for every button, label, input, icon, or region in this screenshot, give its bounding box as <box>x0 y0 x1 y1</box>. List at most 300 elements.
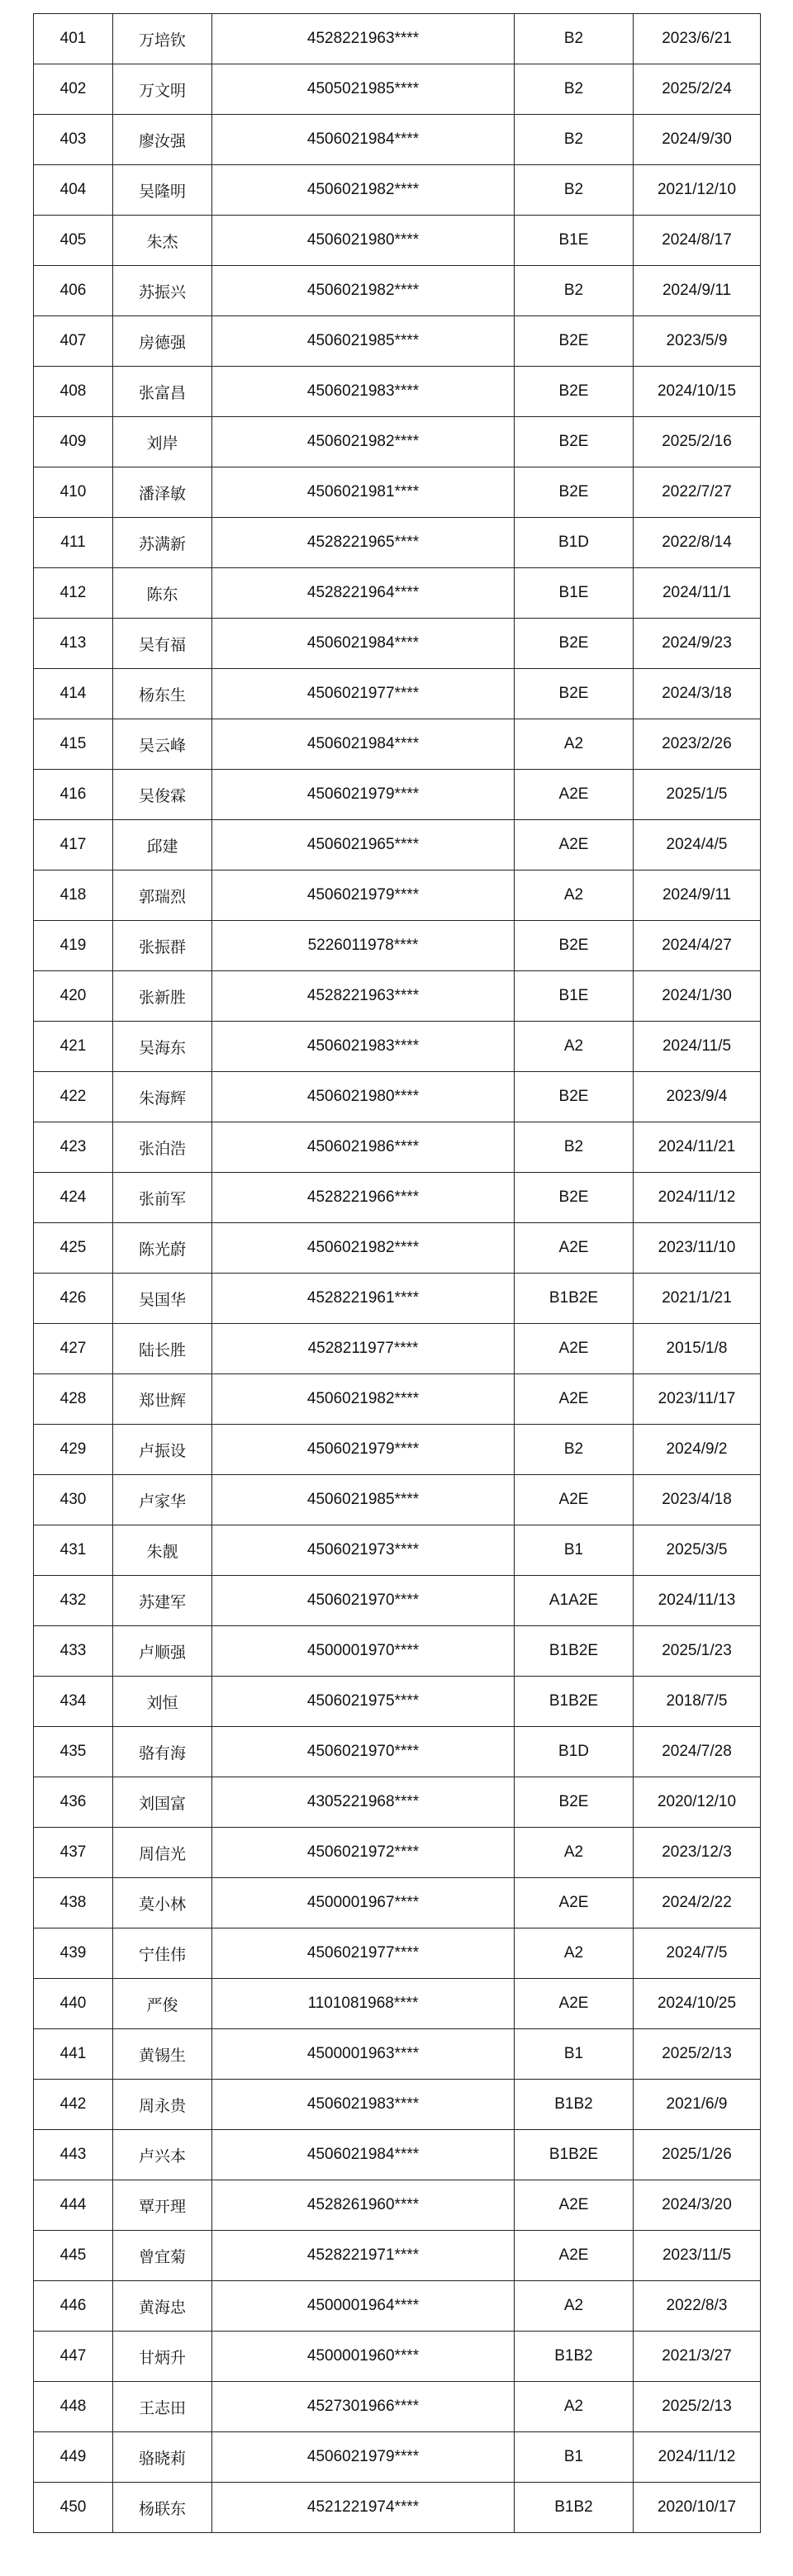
row-number-cell: 414 <box>34 669 113 719</box>
name-cell: 朱海辉 <box>113 1072 212 1122</box>
name-cell: 吴海东 <box>113 1022 212 1072</box>
id-number-cell: 4506021984**** <box>212 2130 515 2180</box>
id-number-cell: 4506021982**** <box>212 417 515 467</box>
date-cell: 2024/2/22 <box>634 1878 761 1928</box>
date-cell: 2024/11/5 <box>634 1022 761 1072</box>
date-cell: 2022/7/27 <box>634 467 761 518</box>
date-cell: 2024/7/28 <box>634 1727 761 1777</box>
date-cell: 2024/9/2 <box>634 1425 761 1475</box>
license-class-cell: B1B2 <box>515 2483 634 2533</box>
table-row <box>34 1626 761 1677</box>
license-class-cell: A2E <box>515 820 634 871</box>
table-row <box>34 1173 761 1223</box>
license-class-cell: B2E <box>515 316 634 367</box>
row-number-cell: 438 <box>34 1878 113 1928</box>
date-cell: 2023/12/3 <box>634 1828 761 1878</box>
name-cell: 陆长胜 <box>113 1324 212 1374</box>
license-class-cell: A2 <box>515 1828 634 1878</box>
id-number-cell: 4506021985**** <box>212 1475 515 1525</box>
license-class-cell: A2E <box>515 2231 634 2281</box>
license-class-cell: B2E <box>515 417 634 467</box>
row-number-cell: 444 <box>34 2180 113 2231</box>
name-cell: 卢振设 <box>113 1425 212 1475</box>
license-class-cell: B2E <box>515 367 634 417</box>
name-cell: 苏建军 <box>113 1576 212 1626</box>
records-table <box>33 13 761 2533</box>
license-class-cell: A2E <box>515 1223 634 1274</box>
date-cell: 2021/12/10 <box>634 165 761 216</box>
row-number-cell: 425 <box>34 1223 113 1274</box>
date-cell: 2023/11/17 <box>634 1374 761 1425</box>
name-cell: 周信光 <box>113 1828 212 1878</box>
id-number-cell: 4528221963**** <box>212 14 515 64</box>
table-row <box>34 2029 761 2080</box>
name-cell: 陈东 <box>113 568 212 619</box>
row-number-cell: 420 <box>34 971 113 1022</box>
row-number-cell: 422 <box>34 1072 113 1122</box>
license-class-cell: A2E <box>515 1475 634 1525</box>
id-number-cell: 4506021983**** <box>212 1022 515 1072</box>
license-class-cell: B1 <box>515 1525 634 1576</box>
row-number-cell: 447 <box>34 2332 113 2382</box>
date-cell: 2018/7/5 <box>634 1677 761 1727</box>
name-cell: 甘炳升 <box>113 2332 212 2382</box>
date-cell: 2024/9/30 <box>634 115 761 165</box>
table-row <box>34 64 761 115</box>
table-row <box>34 1122 761 1173</box>
id-number-cell: 4506021979**** <box>212 1425 515 1475</box>
id-number-cell: 4506021985**** <box>212 316 515 367</box>
name-cell: 骆晓莉 <box>113 2432 212 2483</box>
id-number-cell: 4506021980**** <box>212 1072 515 1122</box>
table-row <box>34 1475 761 1525</box>
row-number-cell: 445 <box>34 2231 113 2281</box>
license-class-cell: B2 <box>515 1425 634 1475</box>
date-cell: 2025/1/5 <box>634 770 761 820</box>
name-cell: 张泊浩 <box>113 1122 212 1173</box>
name-cell: 陈光蔚 <box>113 1223 212 1274</box>
row-number-cell: 408 <box>34 367 113 417</box>
license-class-cell: A2 <box>515 2281 634 2332</box>
table-row <box>34 2130 761 2180</box>
row-number-cell: 416 <box>34 770 113 820</box>
id-number-cell: 4528221963**** <box>212 971 515 1022</box>
name-cell: 黄海忠 <box>113 2281 212 2332</box>
table-row <box>34 820 761 871</box>
date-cell: 2024/3/18 <box>634 669 761 719</box>
id-number-cell: 4506021979**** <box>212 2432 515 2483</box>
name-cell: 吴有福 <box>113 619 212 669</box>
row-number-cell: 449 <box>34 2432 113 2483</box>
table-row <box>34 1425 761 1475</box>
row-number-cell: 434 <box>34 1677 113 1727</box>
license-class-cell: B1E <box>515 216 634 266</box>
name-cell: 潘泽敏 <box>113 467 212 518</box>
date-cell: 2024/11/13 <box>634 1576 761 1626</box>
name-cell: 卢顺强 <box>113 1626 212 1677</box>
license-class-cell: B1E <box>515 568 634 619</box>
table-row <box>34 1022 761 1072</box>
date-cell: 2023/4/18 <box>634 1475 761 1525</box>
date-cell: 2021/1/21 <box>634 1274 761 1324</box>
license-class-cell: B2 <box>515 165 634 216</box>
date-cell: 2023/5/9 <box>634 316 761 367</box>
id-number-cell: 4528221966**** <box>212 1173 515 1223</box>
table-row <box>34 971 761 1022</box>
date-cell: 2024/11/1 <box>634 568 761 619</box>
table-row <box>34 1324 761 1374</box>
date-cell: 2025/3/5 <box>634 1525 761 1576</box>
name-cell: 卢家华 <box>113 1475 212 1525</box>
date-cell: 2025/1/23 <box>634 1626 761 1677</box>
date-cell: 2023/9/4 <box>634 1072 761 1122</box>
row-number-cell: 428 <box>34 1374 113 1425</box>
table-row <box>34 669 761 719</box>
date-cell: 2024/10/25 <box>634 1979 761 2029</box>
id-number-cell: 4506021984**** <box>212 619 515 669</box>
table-row <box>34 1928 761 1979</box>
id-number-cell: 4506021977**** <box>212 669 515 719</box>
row-number-cell: 413 <box>34 619 113 669</box>
table-row <box>34 2180 761 2231</box>
license-class-cell: A2 <box>515 2382 634 2432</box>
row-number-cell: 402 <box>34 64 113 115</box>
id-number-cell: 4528221965**** <box>212 518 515 568</box>
table-row <box>34 619 761 669</box>
name-cell: 王志田 <box>113 2382 212 2432</box>
id-number-cell: 4506021983**** <box>212 2080 515 2130</box>
row-number-cell: 430 <box>34 1475 113 1525</box>
table-row <box>34 2432 761 2483</box>
name-cell: 张前军 <box>113 1173 212 1223</box>
date-cell: 2025/2/16 <box>634 417 761 467</box>
license-class-cell: A2E <box>515 1374 634 1425</box>
license-class-cell: B1 <box>515 2029 634 2080</box>
row-number-cell: 431 <box>34 1525 113 1576</box>
table-row <box>34 2281 761 2332</box>
id-number-cell: 4506021979**** <box>212 871 515 921</box>
name-cell: 吴俊霖 <box>113 770 212 820</box>
table-row <box>34 14 761 64</box>
date-cell: 2024/8/17 <box>634 216 761 266</box>
id-number-cell: 4500001964**** <box>212 2281 515 2332</box>
table-row <box>34 1878 761 1928</box>
id-number-cell: 4506021986**** <box>212 1122 515 1173</box>
row-number-cell: 433 <box>34 1626 113 1677</box>
table-row <box>34 165 761 216</box>
license-class-cell: B2 <box>515 1122 634 1173</box>
license-class-cell: A2E <box>515 2180 634 2231</box>
id-number-cell: 4506021979**** <box>212 770 515 820</box>
table-row <box>34 1072 761 1122</box>
table-row <box>34 115 761 165</box>
date-cell: 2025/2/13 <box>634 2029 761 2080</box>
id-number-cell: 4506021977**** <box>212 1928 515 1979</box>
table-row <box>34 316 761 367</box>
date-cell: 2020/10/17 <box>634 2483 761 2533</box>
date-cell: 2024/9/11 <box>634 266 761 316</box>
table-body <box>34 14 761 2533</box>
table-row <box>34 568 761 619</box>
date-cell: 2022/8/14 <box>634 518 761 568</box>
table-row <box>34 216 761 266</box>
id-number-cell: 4527301966**** <box>212 2382 515 2432</box>
row-number-cell: 436 <box>34 1777 113 1828</box>
name-cell: 吴云峰 <box>113 719 212 770</box>
name-cell: 朱靓 <box>113 1525 212 1576</box>
license-class-cell: B2E <box>515 1173 634 1223</box>
license-class-cell: B2E <box>515 921 634 971</box>
date-cell: 2024/9/11 <box>634 871 761 921</box>
table-row <box>34 2483 761 2533</box>
id-number-cell: 4528261960**** <box>212 2180 515 2231</box>
license-class-cell: A2E <box>515 1324 634 1374</box>
id-number-cell: 1101081968**** <box>212 1979 515 2029</box>
table-row <box>34 871 761 921</box>
name-cell: 吴隆明 <box>113 165 212 216</box>
id-number-cell: 4506021984**** <box>212 719 515 770</box>
name-cell: 朱杰 <box>113 216 212 266</box>
table-row <box>34 1274 761 1324</box>
id-number-cell: 4506021970**** <box>212 1576 515 1626</box>
id-number-cell: 4506021984**** <box>212 115 515 165</box>
table-row <box>34 921 761 971</box>
id-number-cell: 4506021975**** <box>212 1677 515 1727</box>
row-number-cell: 415 <box>34 719 113 770</box>
row-number-cell: 401 <box>34 14 113 64</box>
row-number-cell: 435 <box>34 1727 113 1777</box>
table-row <box>34 266 761 316</box>
row-number-cell: 424 <box>34 1173 113 1223</box>
license-class-cell: A2 <box>515 871 634 921</box>
license-class-cell: B1B2E <box>515 2130 634 2180</box>
table-row <box>34 1576 761 1626</box>
license-class-cell: B1B2 <box>515 2332 634 2382</box>
name-cell: 张新胜 <box>113 971 212 1022</box>
id-number-cell: 4500001970**** <box>212 1626 515 1677</box>
license-class-cell: A2 <box>515 1928 634 1979</box>
name-cell: 邱建 <box>113 820 212 871</box>
name-cell: 廖汝强 <box>113 115 212 165</box>
id-number-cell: 4528221961**** <box>212 1274 515 1324</box>
license-class-cell: A2 <box>515 1022 634 1072</box>
row-number-cell: 410 <box>34 467 113 518</box>
name-cell: 苏振兴 <box>113 266 212 316</box>
date-cell: 2024/11/12 <box>634 1173 761 1223</box>
table-row <box>34 1777 761 1828</box>
date-cell: 2024/4/5 <box>634 820 761 871</box>
date-cell: 2015/1/8 <box>634 1324 761 1374</box>
table-row <box>34 518 761 568</box>
row-number-cell: 417 <box>34 820 113 871</box>
name-cell: 周永贵 <box>113 2080 212 2130</box>
row-number-cell: 443 <box>34 2130 113 2180</box>
name-cell: 万文明 <box>113 64 212 115</box>
date-cell: 2024/10/15 <box>634 367 761 417</box>
id-number-cell: 4506021973**** <box>212 1525 515 1576</box>
name-cell: 曾宜菊 <box>113 2231 212 2281</box>
date-cell: 2020/12/10 <box>634 1777 761 1828</box>
id-number-cell: 4505021985**** <box>212 64 515 115</box>
license-class-cell: A2 <box>515 719 634 770</box>
table-row <box>34 770 761 820</box>
id-number-cell: 4528221971**** <box>212 2231 515 2281</box>
row-number-cell: 441 <box>34 2029 113 2080</box>
row-number-cell: 419 <box>34 921 113 971</box>
date-cell: 2024/11/12 <box>634 2432 761 2483</box>
name-cell: 黄锡生 <box>113 2029 212 2080</box>
id-number-cell: 4506021981**** <box>212 467 515 518</box>
row-number-cell: 439 <box>34 1928 113 1979</box>
table-row <box>34 1727 761 1777</box>
date-cell: 2024/9/23 <box>634 619 761 669</box>
date-cell: 2023/2/26 <box>634 719 761 770</box>
row-number-cell: 426 <box>34 1274 113 1324</box>
date-cell: 2023/6/21 <box>634 14 761 64</box>
row-number-cell: 427 <box>34 1324 113 1374</box>
table-row <box>34 1828 761 1878</box>
id-number-cell: 4500001967**** <box>212 1878 515 1928</box>
row-number-cell: 442 <box>34 2080 113 2130</box>
license-class-cell: B2 <box>515 266 634 316</box>
row-number-cell: 404 <box>34 165 113 216</box>
name-cell: 杨联东 <box>113 2483 212 2533</box>
name-cell: 刘国富 <box>113 1777 212 1828</box>
row-number-cell: 450 <box>34 2483 113 2533</box>
date-cell: 2024/4/27 <box>634 921 761 971</box>
table-row <box>34 367 761 417</box>
table-row <box>34 2382 761 2432</box>
row-number-cell: 409 <box>34 417 113 467</box>
name-cell: 严俊 <box>113 1979 212 2029</box>
table-row <box>34 1979 761 2029</box>
table-row <box>34 1677 761 1727</box>
table-row <box>34 2080 761 2130</box>
license-class-cell: B2E <box>515 1777 634 1828</box>
id-number-cell: 5226011978**** <box>212 921 515 971</box>
date-cell: 2021/3/27 <box>634 2332 761 2382</box>
name-cell: 卢兴本 <box>113 2130 212 2180</box>
date-cell: 2025/2/13 <box>634 2382 761 2432</box>
name-cell: 万培钦 <box>113 14 212 64</box>
table-row <box>34 1374 761 1425</box>
table-row <box>34 417 761 467</box>
name-cell: 骆有海 <box>113 1727 212 1777</box>
license-class-cell: B1B2 <box>515 2080 634 2130</box>
name-cell: 房德强 <box>113 316 212 367</box>
license-class-cell: B1D <box>515 1727 634 1777</box>
row-number-cell: 406 <box>34 266 113 316</box>
name-cell: 覃开理 <box>113 2180 212 2231</box>
date-cell: 2023/11/10 <box>634 1223 761 1274</box>
name-cell: 杨东生 <box>113 669 212 719</box>
row-number-cell: 432 <box>34 1576 113 1626</box>
id-number-cell: 4305221968**** <box>212 1777 515 1828</box>
row-number-cell: 411 <box>34 518 113 568</box>
id-number-cell: 4506021972**** <box>212 1828 515 1878</box>
row-number-cell: 412 <box>34 568 113 619</box>
license-class-cell: B1B2E <box>515 1274 634 1324</box>
id-number-cell: 4506021982**** <box>212 165 515 216</box>
id-number-cell: 4500001960**** <box>212 2332 515 2382</box>
id-number-cell: 4521221974**** <box>212 2483 515 2533</box>
row-number-cell: 423 <box>34 1122 113 1173</box>
row-number-cell: 405 <box>34 216 113 266</box>
id-number-cell: 4500001963**** <box>212 2029 515 2080</box>
license-class-cell: B1B2E <box>515 1626 634 1677</box>
license-class-cell: B2E <box>515 467 634 518</box>
row-number-cell: 403 <box>34 115 113 165</box>
license-class-cell: A2E <box>515 770 634 820</box>
name-cell: 苏满新 <box>113 518 212 568</box>
row-number-cell: 421 <box>34 1022 113 1072</box>
license-class-cell: B1 <box>515 2432 634 2483</box>
date-cell: 2025/2/24 <box>634 64 761 115</box>
license-class-cell: A2E <box>515 1979 634 2029</box>
records-sheet <box>33 13 760 2533</box>
license-class-cell: B2E <box>515 619 634 669</box>
id-number-cell: 4528211977**** <box>212 1324 515 1374</box>
license-class-cell: B2 <box>515 14 634 64</box>
license-class-cell: B2E <box>515 1072 634 1122</box>
date-cell: 2021/6/9 <box>634 2080 761 2130</box>
name-cell: 吴国华 <box>113 1274 212 1324</box>
row-number-cell: 437 <box>34 1828 113 1878</box>
row-number-cell: 440 <box>34 1979 113 2029</box>
license-class-cell: B2 <box>515 64 634 115</box>
license-class-cell: B2E <box>515 669 634 719</box>
row-number-cell: 418 <box>34 871 113 921</box>
name-cell: 刘恒 <box>113 1677 212 1727</box>
id-number-cell: 4506021982**** <box>212 1223 515 1274</box>
name-cell: 宁佳伟 <box>113 1928 212 1979</box>
name-cell: 郑世辉 <box>113 1374 212 1425</box>
license-class-cell: B1D <box>515 518 634 568</box>
table-row <box>34 467 761 518</box>
table-row <box>34 2332 761 2382</box>
table-row <box>34 1223 761 1274</box>
license-class-cell: B1E <box>515 971 634 1022</box>
date-cell: 2025/1/26 <box>634 2130 761 2180</box>
name-cell: 郭瑞烈 <box>113 871 212 921</box>
row-number-cell: 429 <box>34 1425 113 1475</box>
id-number-cell: 4506021980**** <box>212 216 515 266</box>
date-cell: 2024/3/20 <box>634 2180 761 2231</box>
id-number-cell: 4528221964**** <box>212 568 515 619</box>
row-number-cell: 448 <box>34 2382 113 2432</box>
date-cell: 2022/8/3 <box>634 2281 761 2332</box>
license-class-cell: A1A2E <box>515 1576 634 1626</box>
license-class-cell: A2E <box>515 1878 634 1928</box>
id-number-cell: 4506021983**** <box>212 367 515 417</box>
id-number-cell: 4506021982**** <box>212 266 515 316</box>
license-class-cell: B2 <box>515 115 634 165</box>
table-row <box>34 2231 761 2281</box>
name-cell: 刘岸 <box>113 417 212 467</box>
name-cell: 张振群 <box>113 921 212 971</box>
row-number-cell: 407 <box>34 316 113 367</box>
date-cell: 2024/7/5 <box>634 1928 761 1979</box>
name-cell: 莫小林 <box>113 1878 212 1928</box>
date-cell: 2024/1/30 <box>634 971 761 1022</box>
id-number-cell: 4506021965**** <box>212 820 515 871</box>
table-row <box>34 719 761 770</box>
date-cell: 2023/11/5 <box>634 2231 761 2281</box>
id-number-cell: 4506021982**** <box>212 1374 515 1425</box>
date-cell: 2024/11/21 <box>634 1122 761 1173</box>
row-number-cell: 446 <box>34 2281 113 2332</box>
license-class-cell: B1B2E <box>515 1677 634 1727</box>
